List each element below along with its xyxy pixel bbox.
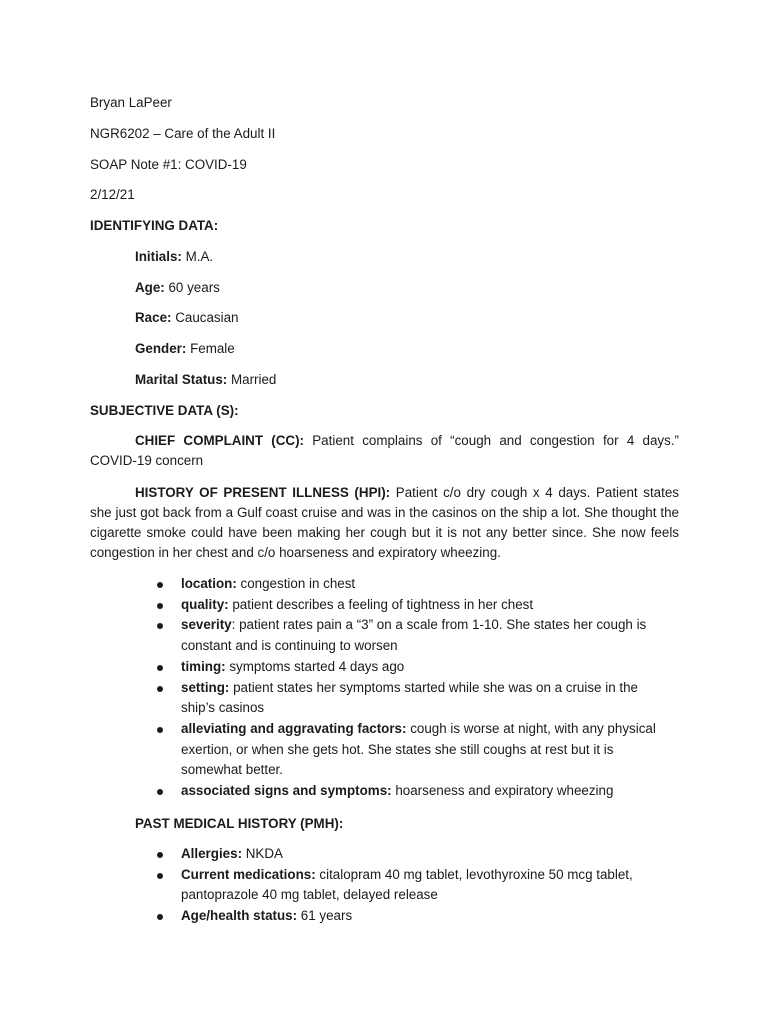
item-value: congestion in chest	[236, 576, 356, 591]
chief-complaint-label: CHIEF COMPLAINT (CC):	[135, 433, 304, 448]
field-label: Initials:	[135, 249, 182, 264]
hpi-label: HISTORY OF PRESENT ILLNESS (HPI):	[135, 485, 391, 500]
identifying-data-heading: IDENTIFYING DATA:	[90, 218, 219, 233]
item-value: : patient rates pain a “3” on a scale from 1-10. She states her cough is constant and is continuing to worsen	[181, 617, 647, 654]
field-value: Caucasian	[171, 310, 239, 325]
bullet-icon	[157, 852, 163, 858]
list-item	[157, 678, 657, 719]
list-item	[157, 615, 657, 656]
pmh-heading: PAST MEDICAL HISTORY (PMH):	[135, 816, 344, 831]
item-label: Age/health status:	[181, 908, 298, 924]
field-gender	[135, 339, 235, 359]
item-label: timing:	[181, 658, 226, 674]
bullet-icon	[157, 914, 163, 920]
item-label: Allergies:	[181, 846, 243, 861]
item-label: quality:	[181, 596, 229, 612]
item-label: alleviating and aggravating factors:	[181, 720, 407, 736]
item-label: setting:	[181, 679, 230, 695]
author-name: Bryan LaPeer	[90, 95, 172, 110]
item-value: NKDA	[242, 846, 283, 861]
list-item	[157, 906, 657, 927]
item-label: severity	[181, 617, 232, 633]
subjective-data-heading: SUBJECTIVE DATA (S):	[90, 403, 239, 418]
item-value: symptoms started 4 days ago	[225, 658, 405, 674]
list-item	[157, 595, 657, 616]
item-value: patient states her symptoms started while she was on a cruise in the ship’s casinos	[181, 679, 638, 716]
field-race	[135, 308, 238, 328]
bullet-icon	[157, 727, 163, 733]
list-item	[157, 865, 657, 906]
pmh-bullet-list	[157, 844, 657, 927]
field-value: 60 years	[164, 280, 220, 295]
item-label: location:	[181, 576, 237, 591]
note-title: SOAP Note #1: COVID-19	[90, 157, 247, 172]
list-item	[157, 844, 657, 865]
hpi-paragraph	[90, 483, 679, 563]
list-item	[157, 781, 657, 802]
field-label: Race:	[135, 310, 172, 325]
bullet-icon	[157, 603, 163, 609]
item-value: cough is worse at night, with any physical exertion, or when she gets hot. She states she still coughs at rest but it is somewhat better.	[181, 720, 656, 778]
item-value: citalopram 40 mg tablet, levothyroxine 50 mcg tablet, pantoprazole 40 mg tablet, delayed release	[181, 866, 633, 903]
bullet-icon	[157, 873, 163, 879]
field-initials	[135, 247, 213, 267]
field-value: M.A.	[181, 249, 214, 264]
list-item	[157, 574, 657, 595]
chief-complaint-paragraph	[90, 431, 679, 471]
item-value: patient describes a feeling of tightness in her chest	[228, 596, 534, 612]
hpi-bullet-list	[157, 574, 657, 802]
field-age	[135, 278, 220, 298]
list-item	[157, 657, 657, 678]
item-value: hoarseness and expiratory wheezing	[391, 783, 614, 799]
hpi-text: Patient c/o dry cough x 4 days. Patient states she just got back from a Gulf coast cruise and was in the casinos on the ship a lot. She thought the cigarette smoke could have been making her cough but it is not any better since. She now feels congestion in her chest and c/o hoarseness and expiratory wheezing.	[90, 485, 679, 560]
item-label: Current medications:	[181, 866, 316, 882]
field-label: Gender:	[135, 341, 187, 356]
field-value: Married	[227, 372, 277, 387]
bullet-icon	[157, 623, 163, 629]
bullet-icon	[157, 665, 163, 671]
item-value: 61 years	[297, 908, 353, 924]
list-item	[157, 719, 657, 781]
field-label: Age:	[135, 280, 165, 295]
bullet-icon	[157, 789, 163, 795]
chief-complaint-text: Patient complains of “cough and congestion for 4 days.” COVID-19 concern	[90, 433, 679, 468]
field-marital-status	[135, 370, 276, 390]
course-title: NGR6202 – Care of the Adult II	[90, 126, 276, 141]
field-value: Female	[186, 341, 235, 356]
bullet-icon	[157, 582, 163, 588]
field-label: Marital Status:	[135, 372, 228, 387]
item-label: associated signs and symptoms:	[181, 783, 392, 799]
bullet-icon	[157, 686, 163, 692]
note-date: 2/12/21	[90, 187, 135, 202]
